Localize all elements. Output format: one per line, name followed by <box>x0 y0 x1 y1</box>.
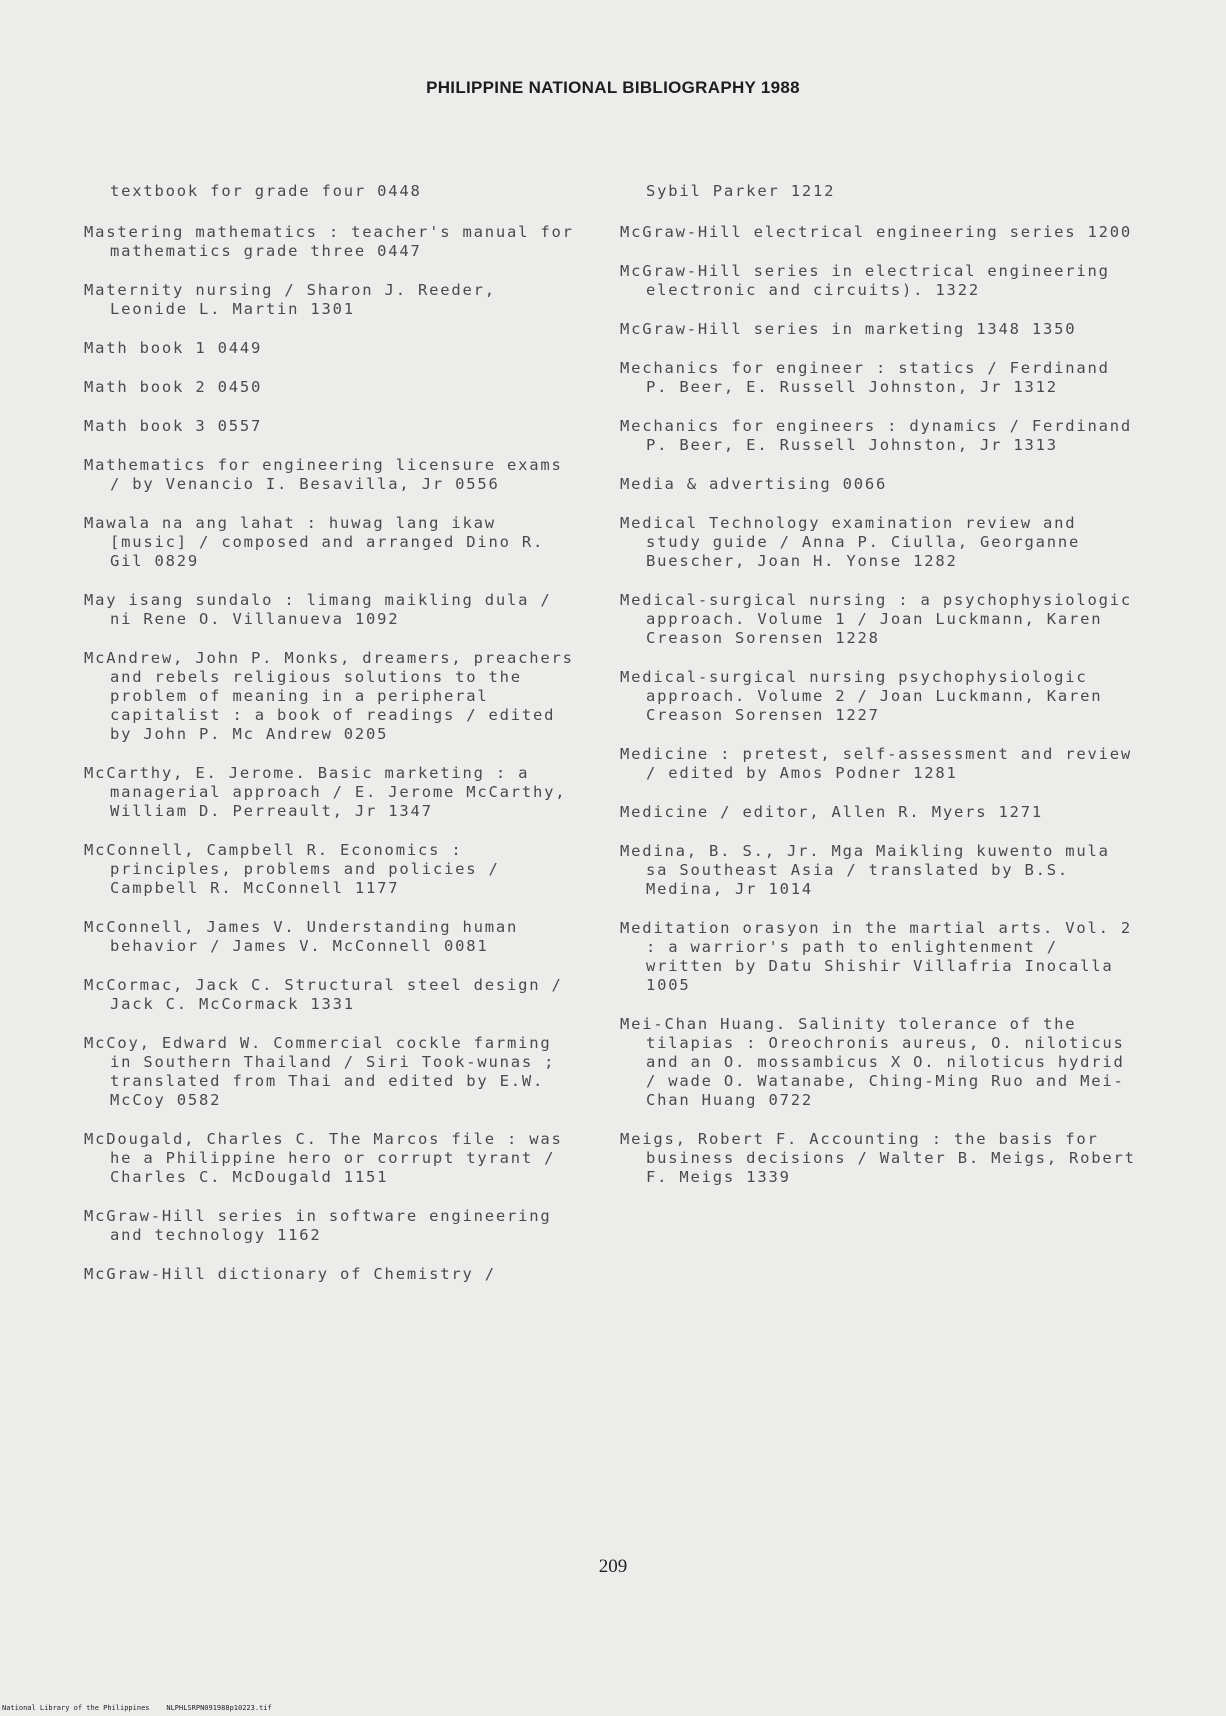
bibliography-entry: textbook for grade four 0448 <box>110 182 422 200</box>
bibliography-entry: McCormac, Jack C. Structural steel design / Jack C. McCormack 1331 <box>84 976 563 1013</box>
bibliography-entry: McCarthy, E. Jerome. Basic marketing : a managerial approach / E. Jerome McCarthy, William D. Perreault, Jr 1347 <box>84 764 567 820</box>
bibliography-entry: Mei-Chan Huang. Salinity tolerance of the tilapias : Oreochronis aureus, O. niloticus and an O. mossambicus X O. niloticus hydrid / wade O. Watanabe, Ching-Ming Ruo and Mei-Chan Huang 0722 <box>620 1015 1125 1109</box>
bibliography-entry: McGraw-Hill electrical engineering series 1200 <box>620 223 1133 241</box>
bibliography-entry-continuation: Sybil Parker 1212 <box>646 182 836 200</box>
bibliography-entry: Medina, B. S., Jr. Mga Maikling kuwento mula sa Southeast Asia / translated by B.S. Medina, Jr 1014 <box>620 842 1110 898</box>
bibliography-entry: Math book 3 0557 <box>84 417 263 435</box>
bibliography-entry: Medical-surgical nursing psychophysiologic approach. Volume 2 / Joan Luckmann, Karen Creason Sorensen 1227 <box>620 668 1103 724</box>
bibliography-entry: Mathematics for engineering licensure exams / by Venancio I. Besavilla, Jr 0556 <box>84 456 563 493</box>
bibliography-entry: McGraw-Hill series in electrical engineering electronic and circuits). 1322 <box>620 262 1110 299</box>
bibliography-entry: Medical Technology examination review and study guide / Anna P. Ciulla, Georganne Buescher, Joan H. Yonse 1282 <box>620 514 1081 570</box>
right-column <box>620 182 1140 1207</box>
bibliography-entry: Mastering mathematics : teacher's manual for mathematics grade three 0447 <box>84 223 574 260</box>
bibliography-entry: Medicine / editor, Allen R. Myers 1271 <box>620 803 1044 821</box>
bibliography-entry: May isang sundalo : limang maikling dula / ni Rene O. Villanueva 1092 <box>84 591 552 628</box>
bibliography-entry: McCoy, Edward W. Commercial cockle farming in Southern Thailand / Siri Took-wunas ; translated from Thai and edited by E.W. McCoy 0582 <box>84 1034 556 1109</box>
bibliography-entry: Mechanics for engineer : statics / Ferdinand P. Beer, E. Russell Johnston, Jr 1312 <box>620 359 1110 396</box>
bibliography-entry: Maternity nursing / Sharon J. Reeder, Leonide L. Martin 1301 <box>84 281 496 318</box>
bibliography-entry: Mawala na ang lahat : huwag lang ikaw [music] / composed and arranged Dino R. Gil 0829 <box>84 514 545 570</box>
bibliography-entry: Math book 2 0450 <box>84 378 263 396</box>
bibliography-entry: McConnell, James V. Understanding human behavior / James V. McConnell 0081 <box>84 918 519 955</box>
bibliography-entry: McGraw-Hill series in marketing 1348 1350 <box>620 320 1077 338</box>
bibliography-entry: McGraw-Hill series in software engineering and technology 1162 <box>84 1207 552 1244</box>
scan-footer: National Library of the Philippines NLPHLSRPN091988p10223.tif <box>2 1704 272 1712</box>
bibliography-entry: Mechanics for engineers : dynamics / Ferdinand P. Beer, E. Russell Johnston, Jr 1313 <box>620 417 1133 454</box>
bibliography-entry: McAndrew, John P. Monks, dreamers, preachers and rebels religious solutions to the problem of meaning in a peripheral capitalist : a book of readings / edited by John P. Mc Andrew 0205 <box>84 649 574 743</box>
bibliography-entry: McConnell, Campbell R. Economics : principles, problems and policies / Campbell R. McConnell 1177 <box>84 841 500 897</box>
bibliography-entry: Medicine : pretest, self-assessment and review / edited by Amos Podner 1281 <box>620 745 1133 782</box>
bibliography-entry: Math book 1 0449 <box>84 339 263 357</box>
left-column <box>84 182 584 1304</box>
bibliography-entry: Medical-surgical nursing : a psychophysiologic approach. Volume 1 / Joan Luckmann, Karen Creason Sorensen 1228 <box>620 591 1133 647</box>
bibliography-entry: McDougald, Charles C. The Marcos file : was he a Philippine hero or corrupt tyrant / Charles C. McDougald 1151 <box>84 1130 563 1186</box>
page-header: PHILIPPINE NATIONAL BIBLIOGRAPHY 1988 <box>426 78 800 97</box>
bibliography-entry: Media & advertising 0066 <box>620 475 888 493</box>
bibliography-entry: Meditation orasyon in the martial arts. Vol. 2 : a warrior's path to enlightenment / written by Datu Shishir Villafria Inocalla 1005 <box>620 919 1133 994</box>
page-number: 209 <box>598 1556 628 1577</box>
bibliography-entry: Meigs, Robert F. Accounting : the basis for business decisions / Walter B. Meigs, Robert F. Meigs 1339 <box>620 1130 1136 1186</box>
bibliography-entry: McGraw-Hill dictionary of Chemistry / <box>84 1265 496 1283</box>
